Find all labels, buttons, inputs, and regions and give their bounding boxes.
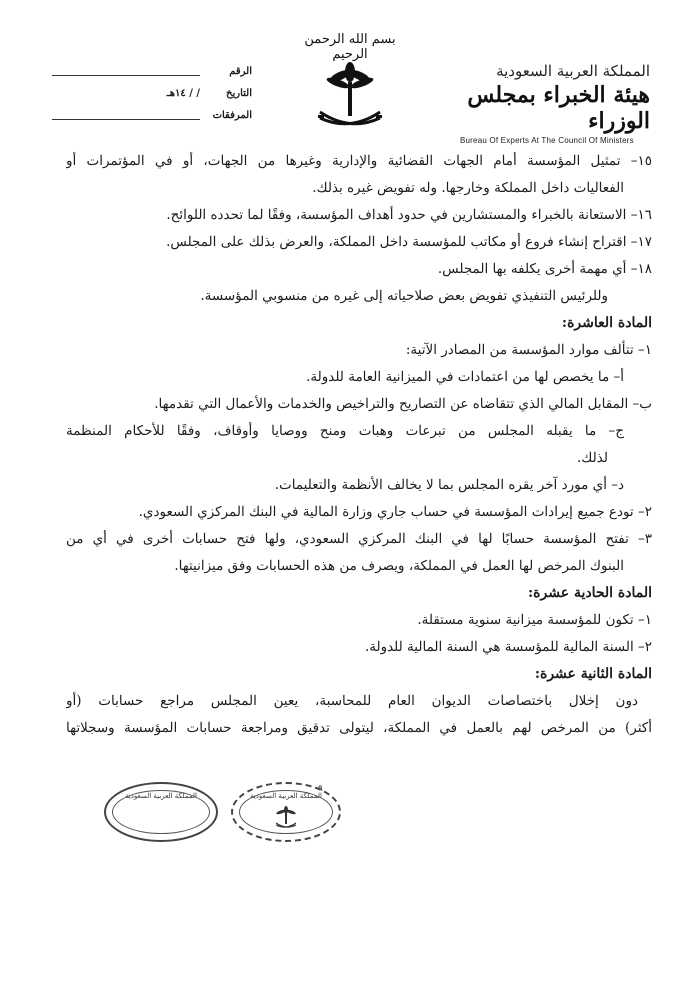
kingdom-name: المملكة العربية السعودية <box>496 62 650 80</box>
bismillah: بسم الله الرحمن الرحيم <box>304 32 396 62</box>
text-line: أكثر) من المرخص لهم بالعمل في المملكة، ليتولى تدقيق ومراجعة حسابات المؤسسة وسجلاتها <box>66 720 652 736</box>
number-row <box>52 66 252 88</box>
text-line: ٣– تفتح المؤسسة حسابًا لها في البنك المركزي السعودي، ولها فتح حسابات أخرى في أي من <box>66 531 652 547</box>
text-line: الفعاليات داخل المملكة وخارجها. وله تفويض غيره بذلك. <box>312 180 624 196</box>
text-line: ١٧– اقتراح إنشاء فروع أو مكاتب للمؤسسة داخل المملكة، والعرض بذلك على المجلس. <box>166 234 652 250</box>
text-line: دون إخلال باختصاصات الديوان العام للمحاسبة، يعين المجلس مراجع حسابات (أو <box>66 693 638 709</box>
text-line: ٢– تودع جميع إيرادات المؤسسة في حساب جاري وزارة المالية في البنك المركزي السعودي. <box>138 504 652 520</box>
stamp-emblem-icon <box>274 804 298 830</box>
text-line: ١– تكون للمؤسسة ميزانية سنوية مستقلة. <box>417 612 652 628</box>
bureau-name-arabic: هيئة الخبراء بمجلس الوزراء <box>467 82 650 134</box>
official-stamp-right <box>231 782 341 842</box>
attachments-row <box>52 110 252 132</box>
article-heading: المادة الثانية عشرة: <box>534 666 652 682</box>
official-stamp-left <box>104 782 218 842</box>
article-heading: المادة الحادية عشرة: <box>528 585 652 601</box>
page-number: ٩ <box>318 784 323 794</box>
date-value: / / ١٤هـ <box>166 88 200 99</box>
text-line: ج– ما يقبله المجلس من تبرعات وهبات ومنح ووصايا وأوقاف، وفقًا للأحكام المنظمة <box>66 423 624 439</box>
palm-swords-emblem-icon <box>314 56 386 136</box>
text-line: وللرئيس التنفيذي تفويض بعض صلاحياته إلى غيره من منسوبي المؤسسة. <box>200 288 608 304</box>
date-label: التاريخ <box>226 88 252 99</box>
text-line: د– أي مورد آخر يقره المجلس بما لا يخالف الأنظمة والتعليمات. <box>274 477 624 493</box>
text-line: أ– ما يخصص لها من اعتمادات في الميزانية العامة للدولة. <box>306 369 624 385</box>
text-line: ١٨– أي مهمة أخرى يكلفه بها المجلس. <box>437 261 652 277</box>
text-line: لذلك. <box>577 450 608 466</box>
article-heading: المادة العاشرة: <box>561 315 652 331</box>
stamp-text: المملكة العربية السعودية <box>250 792 322 800</box>
number-line <box>52 75 200 76</box>
number-label: الرقم <box>229 66 252 77</box>
stamp-text: المملكة العربية السعودية <box>125 792 197 800</box>
text-line: ١٥– تمثيل المؤسسة أمام الجهات القضائية والإدارية وغيرها من الجهات، أو في المؤتمرات أو <box>66 153 652 169</box>
document-body <box>66 148 652 742</box>
attachments-label: المرفقات <box>212 110 252 121</box>
text-line: ٢– السنة المالية للمؤسسة هي السنة المالية للدولة. <box>364 639 652 655</box>
reference-block <box>52 66 252 132</box>
text-line: ب– المقابل المالي الذي تتقاضاه عن التصاريح والتراخيص والخدمات والأعمال التي تقدمها. <box>154 396 652 412</box>
date-row <box>52 88 252 110</box>
bureau-name-english: Bureau Of Experts At The Council Of Ministers <box>460 136 634 145</box>
text-line: ١٦– الاستعانة بالخبراء والمستشارين في حدود أهداف المؤسسة، وفقًا لما تحدده اللوائح. <box>166 207 652 223</box>
attachments-line <box>52 119 200 120</box>
letterhead <box>460 62 650 145</box>
text-line: البنوك المرخص لها العمل في المملكة، ويصرف من هذه الحسابات وفق ميزانيتها. <box>174 558 624 574</box>
text-line: ١– تتألف موارد المؤسسة من المصادر الآتية: <box>405 342 652 358</box>
